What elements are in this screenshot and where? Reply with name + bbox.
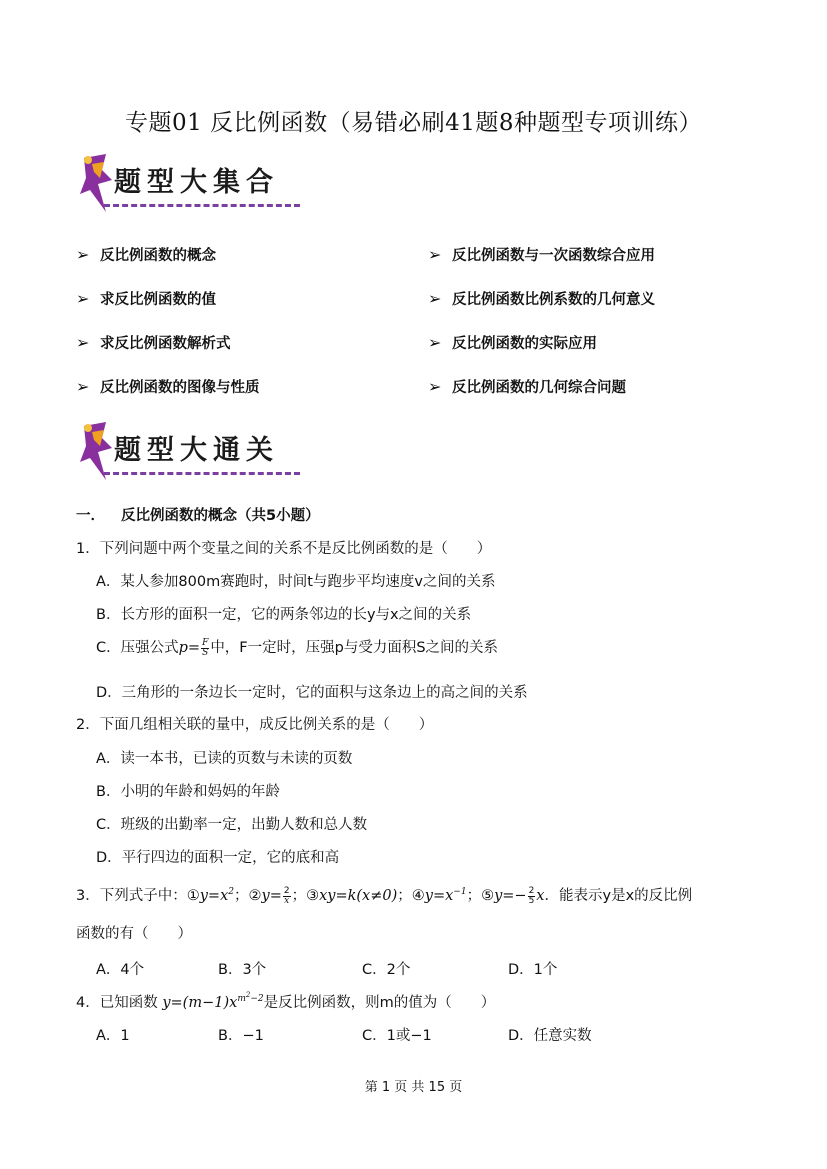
question-2-stem: 2．下面几组相关联的量中，成反比例关系的是（ ）: [76, 717, 434, 733]
arrow-icon: ➢: [428, 377, 442, 396]
question-4-option-d: D．任意实数: [508, 1028, 592, 1044]
arrow-icon: ➢: [428, 289, 442, 308]
arrow-icon: ➢: [76, 333, 90, 352]
topic-practice-banner: [76, 418, 306, 486]
page-footer: 第 1 页 共 15 页: [364, 1080, 463, 1095]
question-2-option-d: D．平行四边的面积一定，它的底和高: [96, 850, 340, 866]
question-3-option-b: B．3个: [218, 962, 267, 978]
arrow-icon: ➢: [428, 333, 442, 352]
formula-1: $①y=x^2$；: [186, 887, 249, 904]
question-4-stem: 4．已知函数 $y=(m-1)x^{m^2-2}$是反比例函数，则m的值为（ ）: [76, 991, 496, 1011]
formula-3: ③xy=k(x≠0)；: [306, 888, 412, 904]
banner-title: 题型大集合: [114, 167, 279, 198]
formula-function: $y=(m-1)x^{m^2-2}$: [162, 991, 264, 1011]
question-3-option-c: C．2个: [362, 962, 411, 978]
question-2-option-a: A．读一本书，已读的页数与未读的页数: [96, 751, 353, 767]
topic-collection-banner: [76, 150, 306, 218]
banner-underline: [104, 472, 300, 475]
question-3-stem: 3．下列式子中：$①y=x^2$；②y= $\frac{2}{x}$ ；③xy=k(x≠0)；$④y=x^{-1}$；⑤y=− $\frac{2}{5}$ x．能表示y是x的反比例: [76, 885, 693, 906]
banner-underline: [104, 204, 300, 207]
arrow-icon: ➢: [76, 245, 90, 264]
arrow-icon: ➢: [76, 289, 90, 308]
question-3-option-a: A．4个: [96, 962, 145, 978]
topic-item: ➢ 反比例函数的概念: [76, 245, 216, 264]
question-1-option-b: B．长方形的面积一定，它的两条邻边的长y与x之间的关系: [96, 607, 472, 623]
topic-item: ➢ 求反比例函数解析式: [76, 333, 231, 352]
question-1-stem: 1．下列问题中两个变量之间的关系不是反比例函数的是（ ）: [76, 541, 492, 557]
question-1-option-c: C．压强公式p= $\frac{F}{S}$ 中，F一定时，压强p与受力面积S之间的关系: [96, 637, 499, 658]
topic-item: ➢ 反比例函数的几何综合问题: [428, 377, 626, 396]
question-3-option-d: D．1个: [508, 962, 558, 978]
arrow-icon: ➢: [428, 245, 442, 264]
question-2-option-b: B．小明的年龄和妈妈的年龄: [96, 784, 280, 800]
question-2-option-c: C．班级的出勤率一定，出勤人数和总人数: [96, 817, 368, 833]
question-4-option-a: A．1: [96, 1028, 130, 1044]
topic-item: ➢ 反比例函数的图像与性质: [76, 377, 260, 396]
topic-item: ➢ 反比例函数与一次函数综合应用: [428, 245, 655, 264]
question-1-option-a: A．某人参加800m赛跑时，时间t与跑步平均速度v之间的关系: [96, 574, 496, 590]
fraction-f-over-s: $\frac{F}{S}$: [202, 637, 209, 658]
formula-5: ⑤y=− $\frac{2}{5}$ x: [481, 885, 545, 906]
question-3-stem-line2: 函数的有（ ）: [76, 926, 192, 942]
formula-4: $④y=x^{-1}$；: [411, 887, 482, 904]
question-1-option-d: D．三角形的一条边长一定时，它的面积与这条边上的高之间的关系: [96, 685, 528, 701]
arrow-icon: ➢: [76, 377, 90, 396]
page-title: 专题01 反比例函数（易错必刷41题8种题型专项训练）: [125, 110, 702, 136]
topic-item: ➢ 反比例函数的实际应用: [428, 333, 597, 352]
banner-title: 题型大通关: [114, 435, 279, 466]
question-4-option-c: C．1或−1: [362, 1028, 432, 1044]
question-4-option-b: B．−1: [218, 1028, 264, 1044]
section-heading: 一． 反比例函数的概念（共5小题）: [76, 508, 320, 524]
formula-2: ②y= $\frac{2}{x}$ ；: [248, 885, 307, 906]
topic-item: ➢ 反比例函数比例系数的几何意义: [428, 289, 655, 308]
topic-item: ➢ 求反比例函数的值: [76, 289, 216, 308]
